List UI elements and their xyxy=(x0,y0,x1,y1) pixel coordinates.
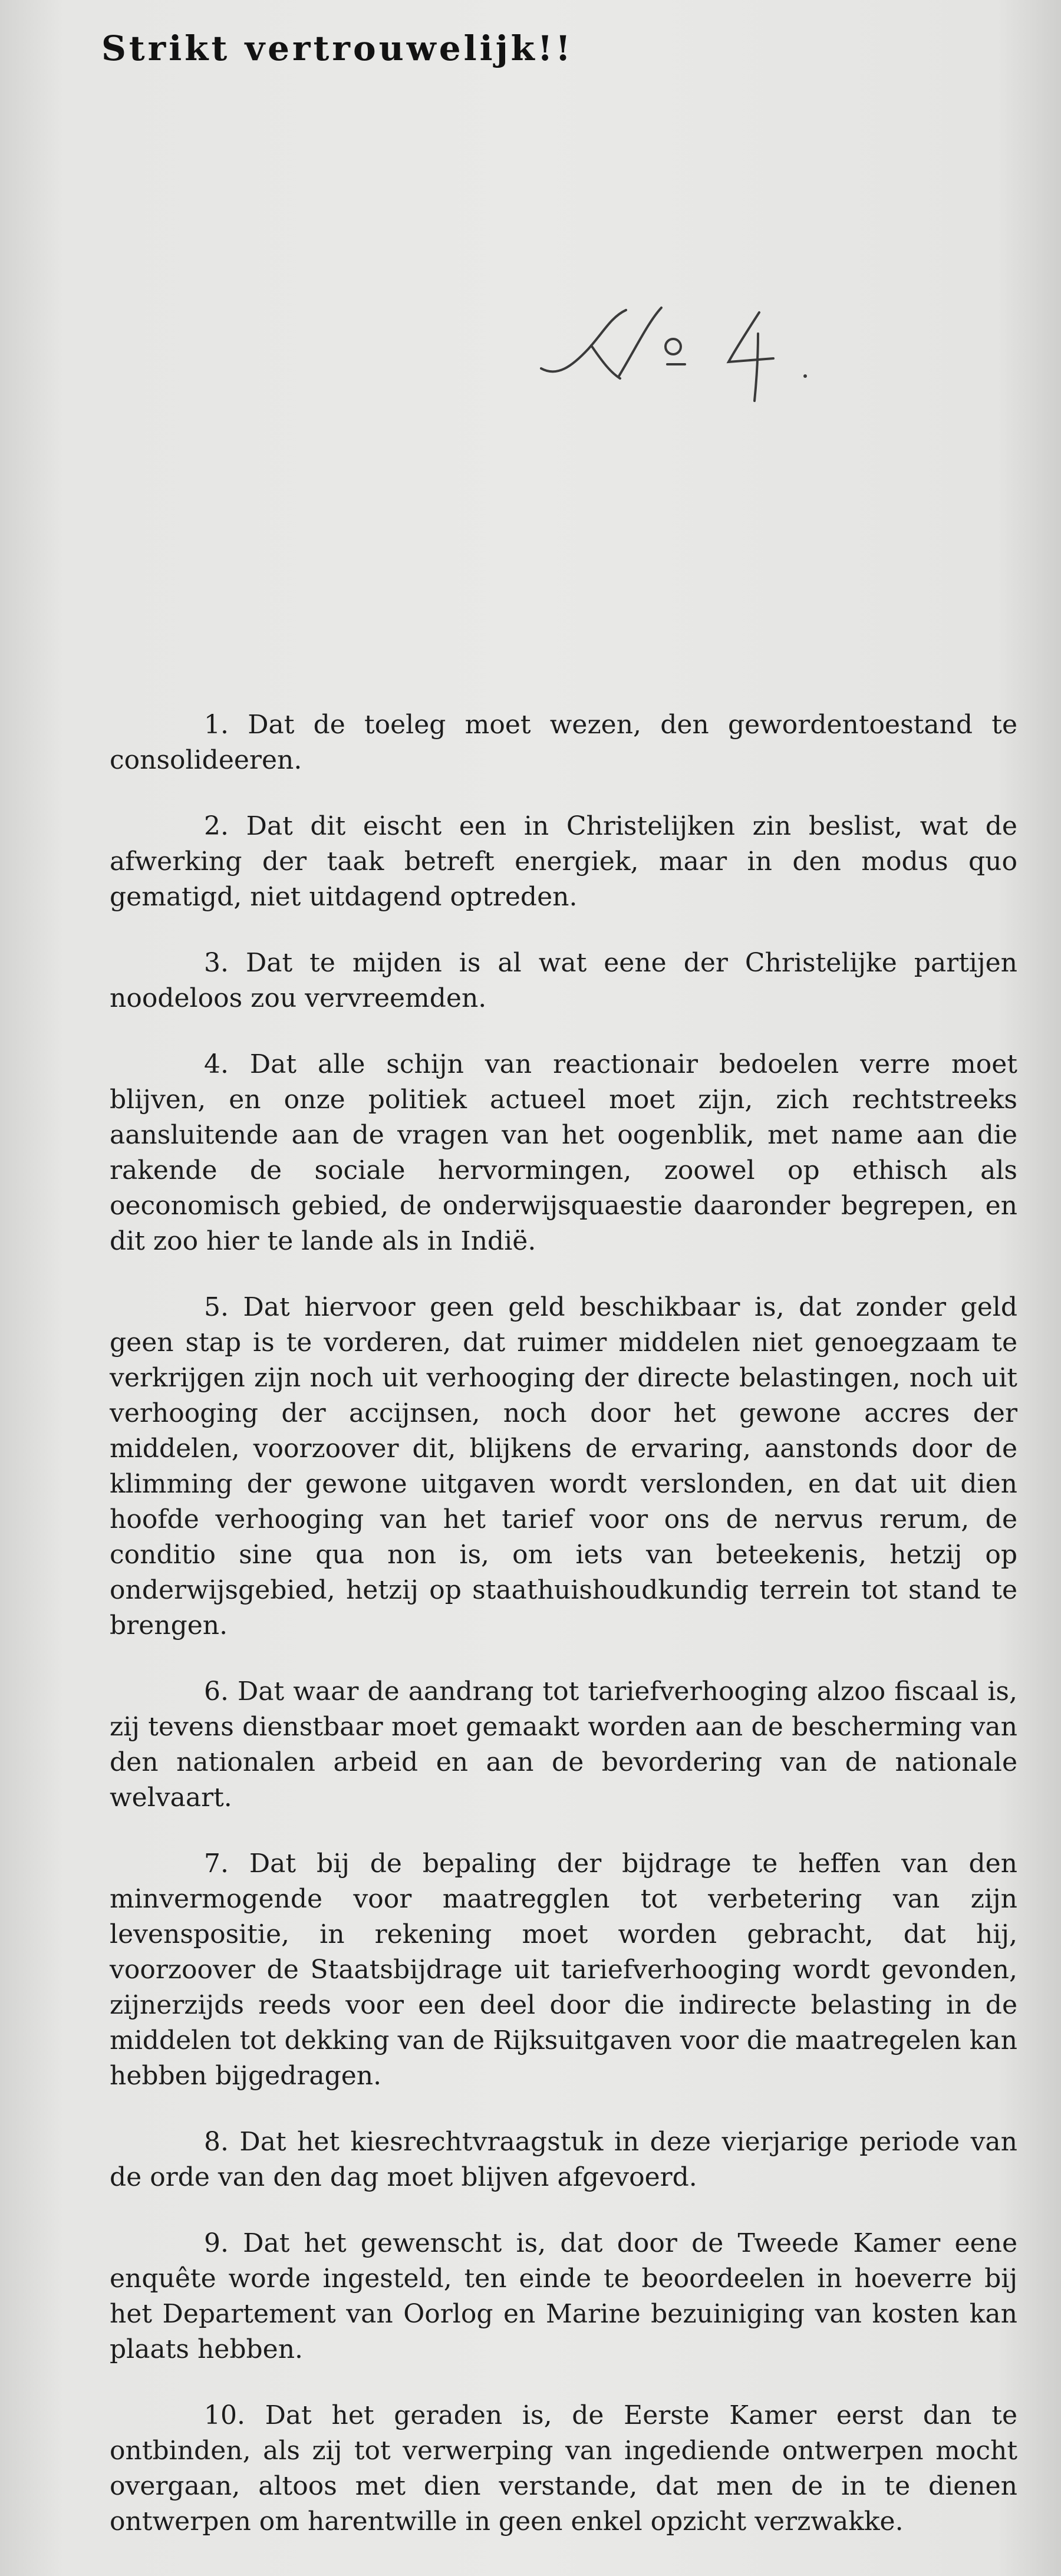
paragraph-number: 5. xyxy=(204,1292,229,1322)
paragraph-text: Dat het gewenscht is, dat door de Tweede Kamer eene enquête worde ingesteld, ten einde te beoordeelen in hoeverre bij het Departement van Oorlog en Marine bezuiniging van kosten kan plaats hebben. xyxy=(110,2228,1017,2364)
paragraph-10 xyxy=(110,2398,1017,2539)
paragraph-2 xyxy=(110,809,1017,915)
paragraph-text: Dat hiervoor geen geld beschikbaar is, dat zonder geld geen stap is te vorderen, dat ruimer middelen niet genoegzaam te verkrijgen zijn noch uit verhooging der directe belastingen, noch uit verhooging der accijnsen, noch door het gewone accres der middelen, voorzoover dit, blijkens de ervaring, aanstonds door de klimming der gewone uitgaven wordt verslonden, en dat uit dien hoofde verhooging van het tarief voor ons de nervus rerum, de conditio sine qua non is, om iets van beteekenis, hetzij op onderwijsgebied, hetzij op staathuishoudkundig terrein tot stand te brengen. xyxy=(110,1292,1017,1641)
paragraph-text: Dat de toeleg moet wezen, den gewordentoestand te consolideeren. xyxy=(110,710,1017,775)
paragraph-3 xyxy=(110,946,1017,1016)
paragraph-number: 3. xyxy=(204,948,229,978)
handwritten-number xyxy=(536,301,819,407)
paragraph-text: Dat het kiesrechtvraagstuk in deze vierjarige periode van de orde van den dag moet blijven afgevoerd. xyxy=(110,2127,1017,2192)
paragraph-number: 10. xyxy=(204,2400,245,2430)
paragraph-number: 9. xyxy=(204,2228,229,2258)
paragraph-text: Dat waar de aandrang tot tariefverhooging alzoo fiscaal is, zij tevens dienstbaar moet gemaakt worden aan de bescherming van den nationalen arbeid en aan de bevordering van de nationale welvaart. xyxy=(110,1676,1017,1813)
paragraph-text: Dat bij de bepaling der bijdrage te heffen van den minvermogende voor maatregglen tot verbetering van zijn levenspositie, in rekening moet worden gebracht, dat hij, voorzoover de Staatsbijdrage uit tariefverhooging wordt gevonden, zijnerzijds reeds voor een deel door die indirecte belasting in de middelen tot dekking van de Rijksuitgaven voor die maatregelen kan hebben bijgedragen. xyxy=(110,1849,1017,2091)
paragraph-number: 4. xyxy=(204,1049,229,1079)
paragraph-8 xyxy=(110,2124,1017,2195)
paragraph-4 xyxy=(110,1047,1017,1259)
document-header: Strikt vertrouwelijk!! xyxy=(101,28,574,68)
paragraph-number: 6. xyxy=(204,1676,229,1707)
paragraph-1 xyxy=(110,707,1017,778)
paragraph-9 xyxy=(110,2226,1017,2367)
document-body xyxy=(110,707,1017,2570)
paragraph-number: 8. xyxy=(204,2127,229,2157)
paragraph-text: Dat alle schijn van reactionair bedoelen verre moet blijven, en onze politiek actueel moet zijn, zich rechtstreeks aansluitende aan de vragen van het oogenblik, met name aan die rakende de sociale hervormingen, zoowel op ethisch als oeconomisch gebied, de onderwijsquaestie daaronder begrepen, en dit zoo hier te lande als in Indië. xyxy=(110,1049,1017,1256)
handwritten-number-drawing xyxy=(536,301,819,407)
paragraph-number: 2. xyxy=(204,811,229,841)
paragraph-6 xyxy=(110,1674,1017,1816)
paragraph-5 xyxy=(110,1290,1017,1643)
paragraph-7 xyxy=(110,1846,1017,2094)
paragraph-number: 1. xyxy=(204,710,229,740)
paragraph-text: Dat het geraden is, de Eerste Kamer eerst dan te ontbinden, als zij tot verwerping van ingediende ontwerpen mocht overgaan, altoos met dien verstande, dat men de in te dienen ontwerpen om harentwille in geen enkel opzicht verzwakke. xyxy=(110,2400,1017,2537)
paragraph-number: 7. xyxy=(204,1849,229,1879)
paragraph-text: Dat te mijden is al wat eene der Christelijke partijen noodeloos zou vervreemden. xyxy=(110,948,1017,1013)
paragraph-text: Dat dit eischt een in Christelijken zin beslist, wat de afwerking der taak betreft energiek, maar in den modus quo gematigd, niet uitdagend optreden. xyxy=(110,811,1017,912)
